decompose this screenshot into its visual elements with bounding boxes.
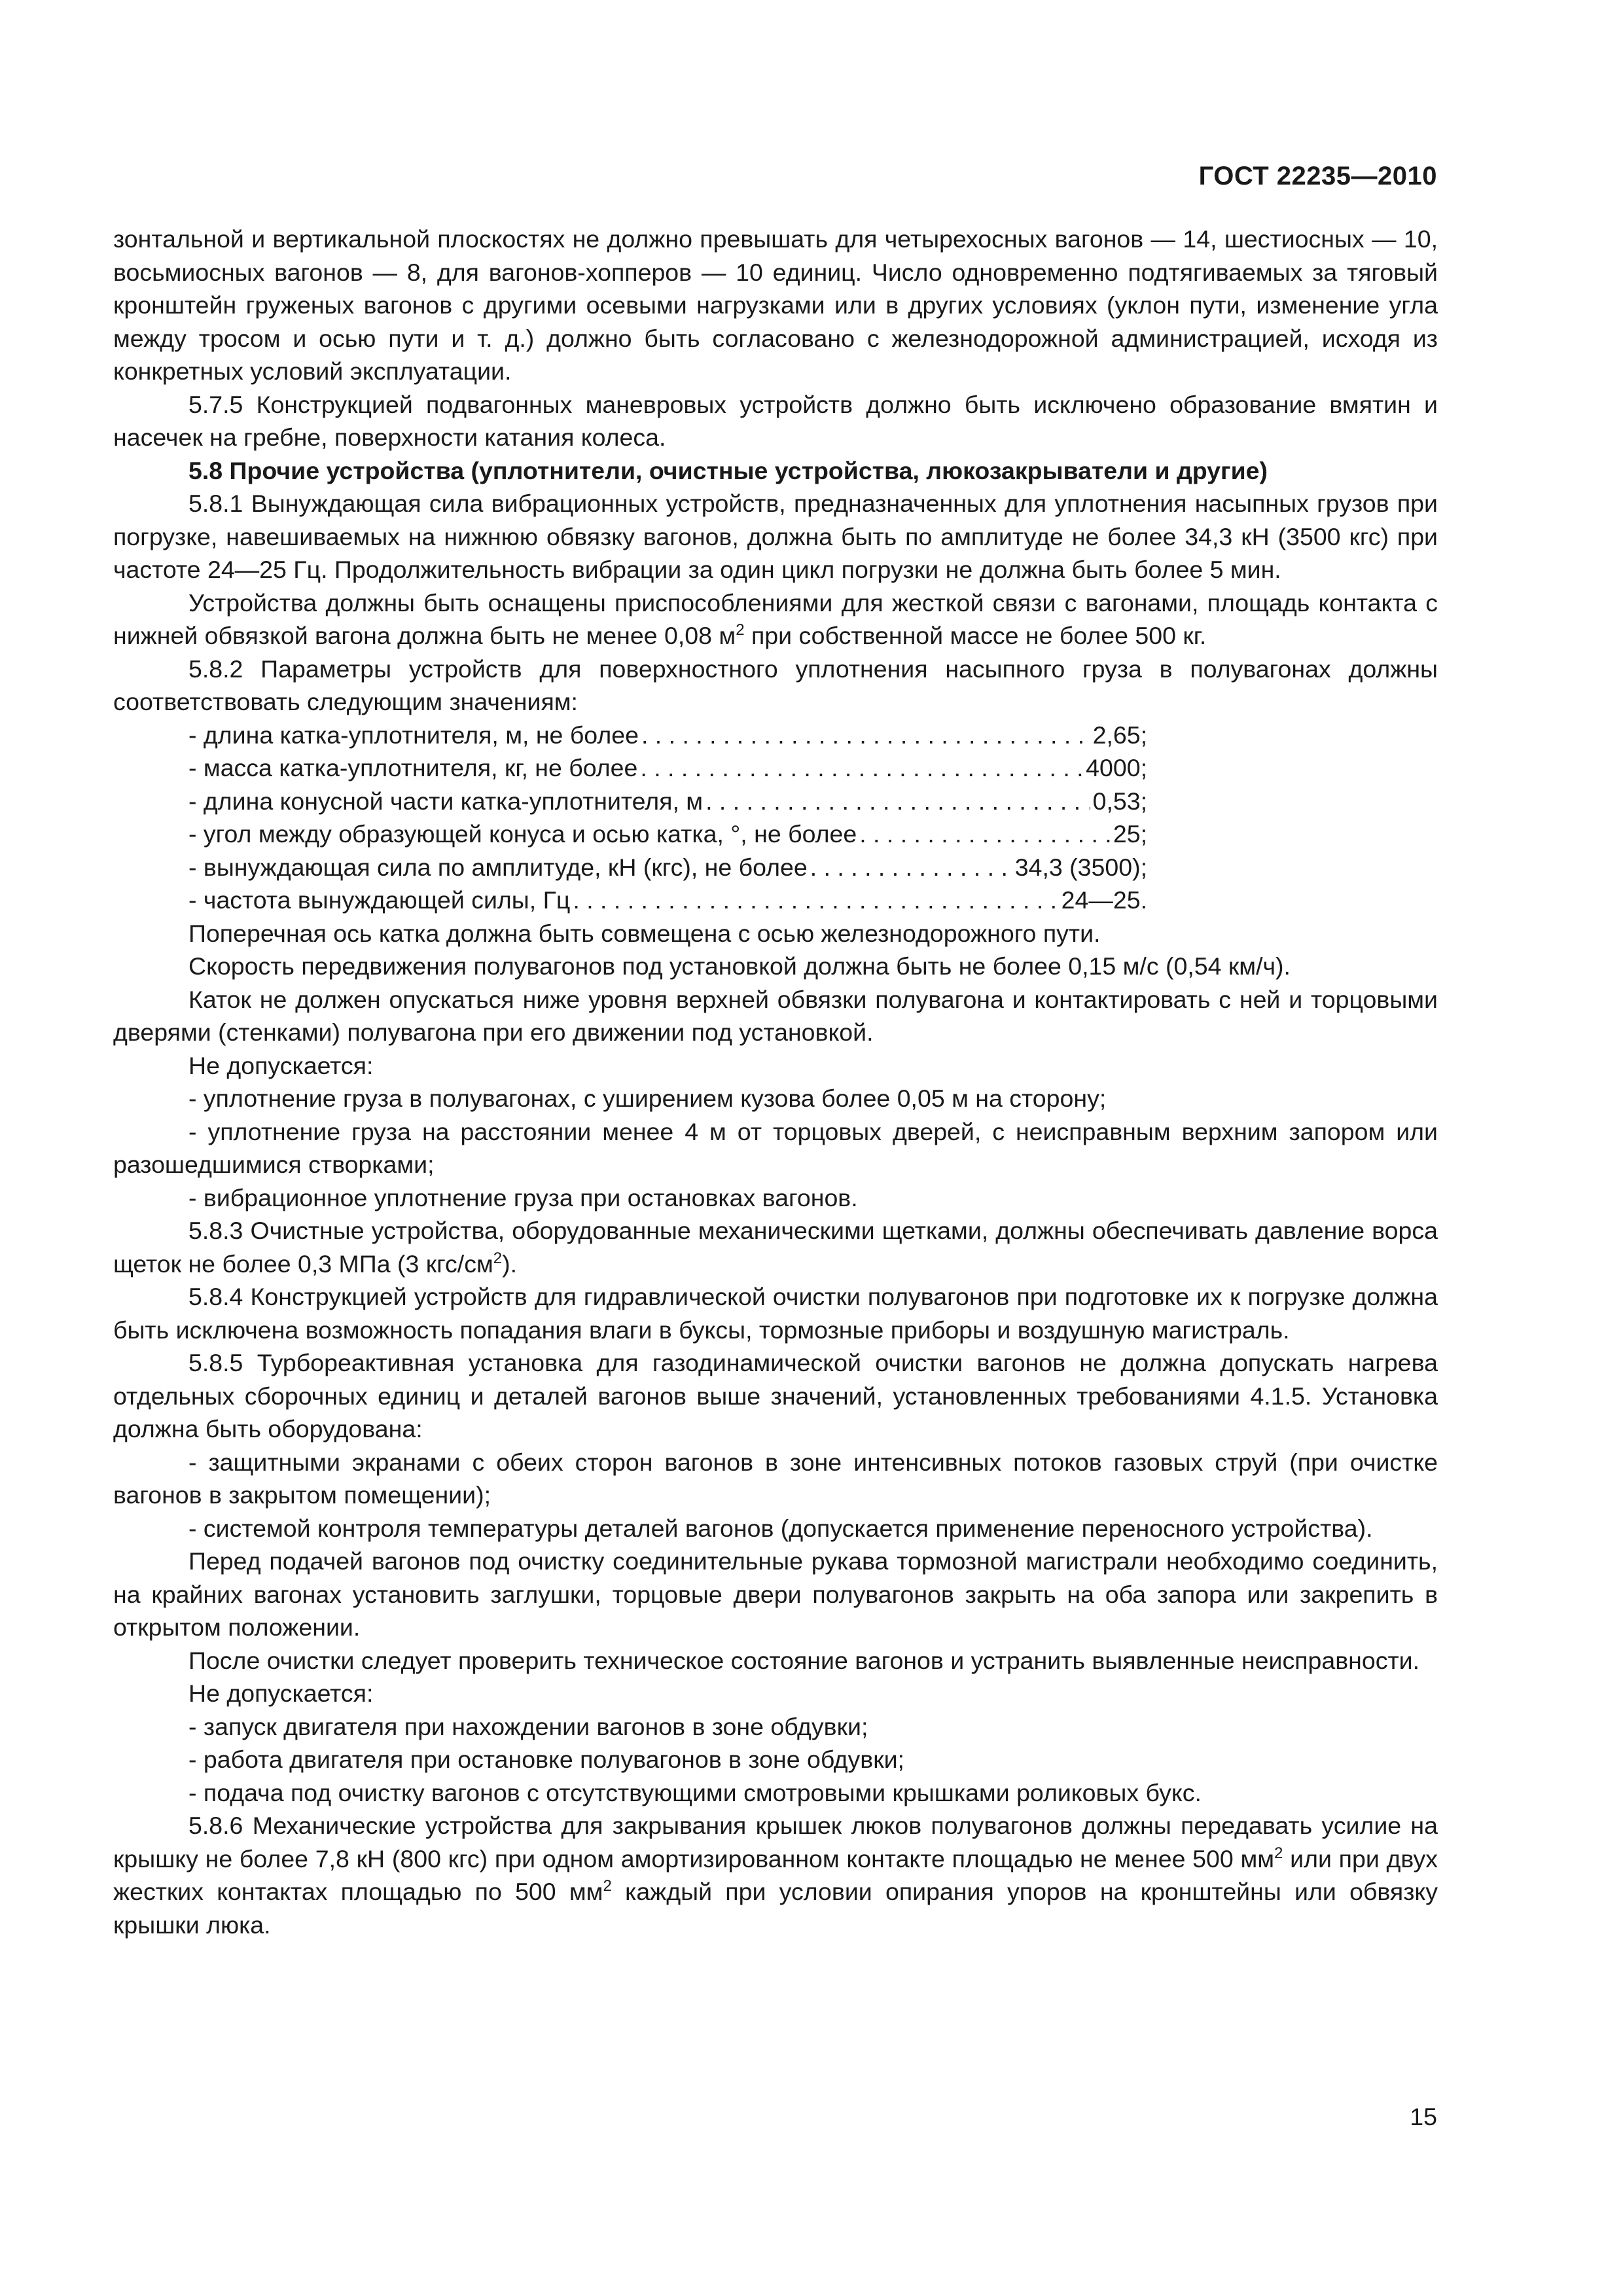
paragraph-not-allowed: Не допускается: [188,1679,374,1707]
paragraph-5-8-1: 5.8.1 Вынуждающая сила вибрационных устройств, предназначенных для уплотнения насыпных грузов при погрузке, навешиваемых на нижнюю обвязку вагонов, должна быть по амплитуде не более 34,3 кН (3500 кгс) при частоте 24—25 Гц. Продолжительность вибрации за один цикл погрузки не должна быть более 5 мин. [113,490,1438,583]
list-item: - защитными экранами с обеих сторон вагонов в зоне интенсивных потоков газовых струй (при очистке вагонов в закрытом помещении); [113,1448,1438,1509]
page-number: 15 [1410,2103,1437,2130]
superscript: 2 [736,621,745,639]
parameter-value: 34,3 (3500); [1014,853,1147,881]
parameter-label: - вынуждающая сила по амплитуде, кН (кгс), не более [188,853,808,881]
paragraph-5-8-6 [113,1809,1438,1941]
paragraph-5-8-4: 5.8.4 Конструкцией устройств для гидравлической очистки полувагонов при подготовке их к погрузке должна быть исключена возможность попадания влаги в буксы, тормозные приборы и воздушную магистраль. [113,1283,1438,1344]
paragraph-axis: Поперечная ось катка должна быть совмещена с осью железнодорожного пути. [188,919,1101,947]
text-span: ). [502,1249,518,1278]
parameter-item [113,817,1147,851]
parameter-label: - длина катка-уплотнителя, м, не более [188,721,639,749]
paragraph-after-cleaning: После очистки следует проверить техническое состояние вагонов и устранить выявленные неисправности. [188,1646,1420,1674]
paragraph-continuation: зонтальной и вертикальной плоскостях не должно превышать для четырехосных вагонов — 14, шестиосных — 10, восьмиосных вагонов — 8, для вагонов-хопперов — 10 единиц. Число одновременно подтягиваемых за тяговый кронштейн груженых вагонов с другими осевыми нагрузками или в других условиях (уклон пути, изменение угла между тросом и осью пути и т. д.) должно быть согласовано с железнодорожной администрацией, исходя из конкретных условий эксплуатации. [113,225,1438,385]
list-item: - вибрационное уплотнение груза при остановках вагонов. [188,1183,858,1211]
text-span: или при двух жестких контактах площадью по 500 мм [113,1844,1438,1905]
parameter-label: - угол между образующей конуса и осью катка, °, не более [188,820,857,848]
superscript: 2 [493,1249,503,1267]
dot-leader [573,884,1058,917]
paragraph-5-8-3 [113,1214,1438,1280]
document-header: ГОСТ 22235—2010 [1198,162,1437,190]
parameter-value: 0,53; [1092,787,1147,815]
list-item: - системой контроля температуры деталей вагонов (допускается применение переносного устройства). [188,1514,1373,1542]
parameter-label: - частота вынуждающей силы, Гц [188,886,571,914]
paragraph-speed: Скорость передвижения полувагонов под установкой должна быть не более 0,15 м/с (0,54 км/ч). [188,952,1291,980]
superscript: 2 [1274,1844,1283,1862]
section-heading-5-8: 5.8 Прочие устройства (уплотнители, очистные устройства, люкозакрыватели и другие) [188,456,1268,484]
paragraph-5-8-2: 5.8.2 Параметры устройств для поверхностного уплотнения насыпного груза в полувагонах должны соответствовать следующим значениям: [113,655,1438,715]
parameter-item [113,884,1147,917]
list-item: - уплотнение груза на расстоянии менее 4 м от торцовых дверей, с неисправным верхним запором или разошедшимися створками; [113,1117,1438,1178]
list-item: - подача под очистку вагонов с отсутствующими смотровыми крышками роликовых букс. [188,1778,1202,1806]
parameter-value: 24—25. [1061,886,1147,914]
parameter-label: - масса катка-уплотнителя, кг, не более [188,754,638,781]
paragraph-5-7-5: 5.7.5 Конструкцией подвагонных маневровых устройств должно быть исключено образование вмятин и насечек на гребне, поверхности катания колеса. [113,390,1438,451]
paragraph-roller: Каток не должен опускаться ниже уровня верхней обвязки полувагона и контактировать с ней и торцовыми дверями (стенками) полувагона при его движении под установкой. [113,985,1438,1046]
dot-leader [640,751,1083,785]
parameter-value: 4000; [1086,754,1147,781]
paragraph-before-cleaning: Перед подачей вагонов под очистку соединительные рукава тормозной магистрали необходимо соединить, на крайних вагонах установить заглушки, торцовые двери полувагонов закрыть на оба запора или закрепить в открытом положении. [113,1547,1438,1641]
parameters-list [113,719,1438,917]
dot-leader [705,785,1090,818]
parameter-item [113,785,1147,818]
dot-leader [641,719,1090,752]
list-item: - запуск двигателя при нахождении вагонов в зоне обдувки; [188,1712,868,1740]
text-span: 5.8.6 Механические устройства для закрывания крышек люков полувагонов должны передавать усилие на крышку не более 7,8 кН (800 кгс) при одном амортизированном контакте площадью не менее 500 мм [113,1812,1438,1873]
text-span: Устройства должны быть оснащены приспособлениями для жесткой связи с вагонами, площадь контакта с нижней обвязкой вагона должна быть не менее 0,08 м [113,588,1438,649]
text-span: каждый при условии опирания упоров на кронштейны или обвязку крышки люка. [113,1878,1438,1939]
list-item: - уплотнение груза в полувагонах, с уширением кузова более 0,05 м на сторону; [188,1085,1107,1112]
paragraph-5-8-1-devices [113,586,1438,653]
list-item: - работа двигателя при остановке полувагонов в зоне обдувки; [188,1746,904,1773]
text-span: 5.8.3 Очистные устройства, оборудованные механическими щетками, должны обеспечивать давление ворса щеток не более 0,3 МПа (3 кгс/см [113,1217,1438,1278]
superscript: 2 [603,1877,612,1895]
parameter-value: 25; [1113,820,1147,848]
parameter-item [113,719,1147,752]
paragraph-5-8-5: 5.8.5 Турбореактивная установка для газодинамической очистки вагонов не должна допускать нагрева отдельных сборочных единиц и деталей вагонов выше значений, установленных требованиями 4.1.5. Установка должна быть оборудована: [113,1349,1438,1443]
parameter-label: - длина конусной части катка-уплотнителя, м [188,787,704,815]
parameter-item [113,751,1147,785]
parameter-item [113,851,1147,884]
text-span: при собственной массе не более 500 кг. [744,622,1207,649]
parameter-value: 2,65; [1092,721,1147,749]
dot-leader [810,851,1012,884]
document-body [113,223,1438,1941]
dot-leader [859,817,1111,851]
paragraph-not-allowed: Не допускается: [188,1051,374,1079]
